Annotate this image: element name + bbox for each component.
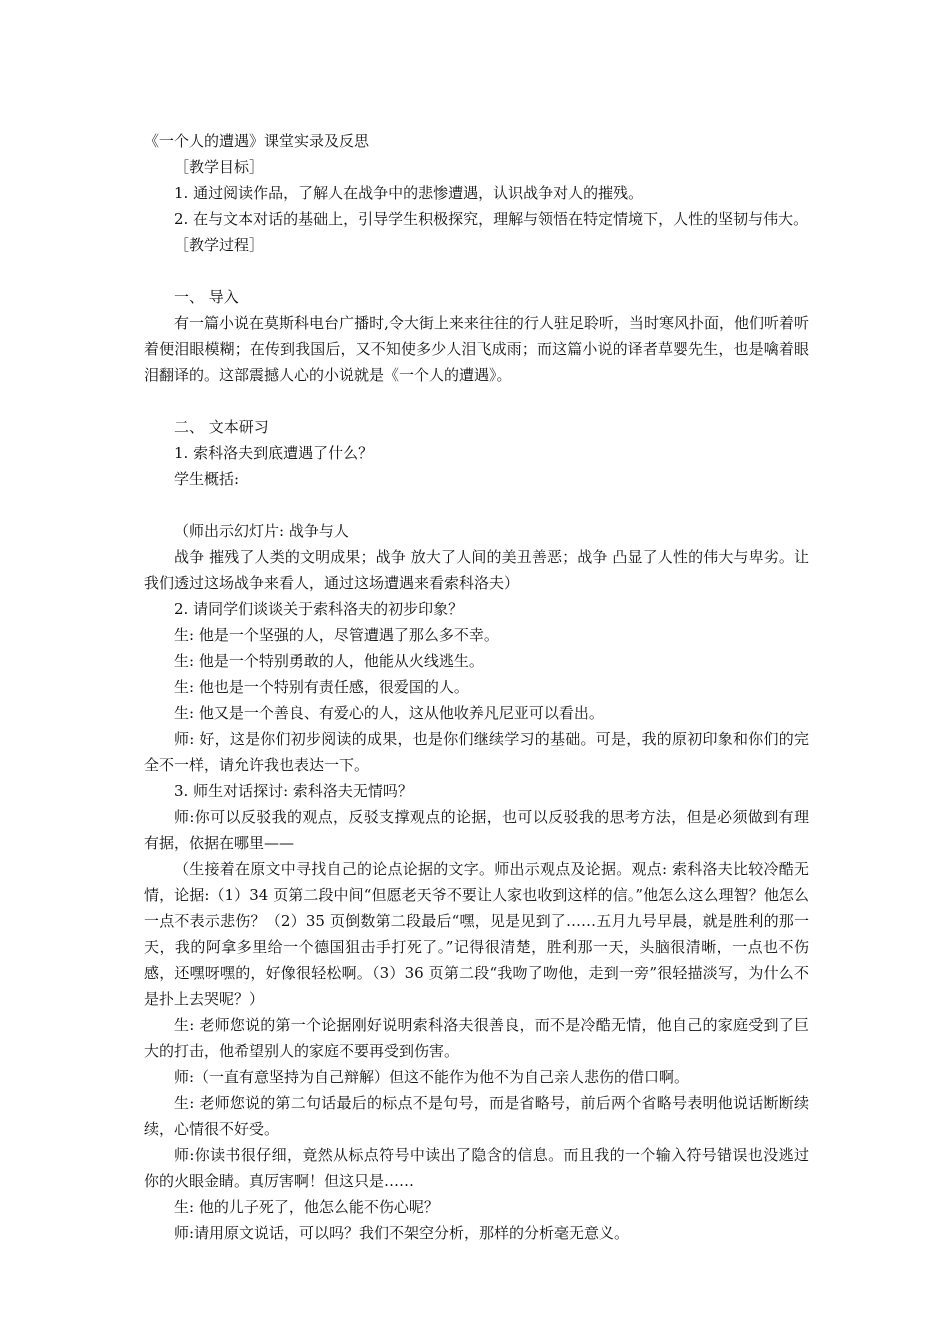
teacher-line: 师:你可以反驳我的观点，反驳支撑观点的论据，也可以反驳我的思考方法，但是必须做到有理有据，依据在哪里——	[144, 808, 809, 852]
document-title: 《一个人的遭遇》课堂实录及反思	[144, 132, 370, 150]
student-line: 生: 他也是一个特别有责任感，很爱国的人。	[174, 678, 469, 696]
teacher-line: 师: 好，这是你们初步阅读的成果，也是你们继续学习的基础。可是，我的原初印象和你们的完全不一样，请允许我也表达一下。	[144, 730, 809, 774]
students-summary-label: 学生概括:	[174, 470, 240, 488]
student-line: 生: 他的儿子死了，他怎么能不伤心呢？	[174, 1198, 439, 1216]
student-line: 生: 他是一个特别勇敢的人，他能从火线逃生。	[174, 652, 484, 670]
spacer	[144, 388, 809, 414]
teacher-line: 师:（一直有意坚持为自己辩解）但这不能作为他不为自己亲人悲伤的借口啊。	[174, 1068, 690, 1086]
goal-item-1: 1. 通过阅读作品，了解人在战争中的悲惨遭遇，认识战争对人的摧残。	[174, 184, 644, 202]
section-heading-process: ［教学过程］	[174, 236, 265, 254]
section-heading-goals: ［教学目标］	[174, 158, 265, 176]
slide-text: 战争 摧残了人类的文明成果；战争 放大了人间的美丑善恶；战争 凸显了人性的伟大与卑劣。让我们透过这场战争来看人，通过这场遭遇来看索科洛夫）	[144, 548, 809, 592]
goal-item-2: 2. 在与文本对话的基础上，引导学生积极探究，理解与领悟在特定情境下，人性的坚韧与伟大。	[174, 210, 809, 228]
student-line: 生: 老师您说的第一个论据刚好说明索科洛夫很善良，而不是冷酷无情，他自己的家庭受到了巨大的打击，他希望别人的家庭不要再受到伤害。	[144, 1016, 809, 1060]
question-1: 1. 索科洛夫到底遭遇了什么？	[174, 444, 374, 462]
part-heading-study: 二、 文本研习	[174, 418, 269, 436]
part-heading-intro: 一、 导入	[174, 288, 239, 306]
teacher-line: 师:你读书很仔细，竟然从标点符号中读出了隐含的信息。而且我的一个输入符号错误也没逃过你的火眼金睛。真厉害啊！但这只是……	[144, 1146, 809, 1190]
classroom-note: （生接着在原文中寻找自己的论点论据的文字。师出示观点及论据。观点: 索科洛夫比较冷酷无情，论据:（1）34 页第二段中间“但愿老天爷不要让人家也收到这样的信。”他怎么这么理智？他怎么一点不表示悲伤？（2）35 页倒数第二段最后“嘿，见是见到了……五月九号早晨，就是胜利的那一天，我的阿拿多里给一个德国狙击手打死了。”记得很清楚，胜利那一天，头脑很清晰，一点也不伤感，还嘿呀嘿的，好像很轻松啊。（3）36 页第二段“我吻了吻他，走到一旁”很轻描淡写，为什么不是扑上去哭呢？）	[144, 860, 809, 1008]
student-line: 生: 他是一个坚强的人，尽管遭遇了那么多不幸。	[174, 626, 499, 644]
question-2: 2. 请同学们谈谈关于索科洛夫的初步印象？	[174, 600, 464, 618]
question-3: 3. 师生对话探讨: 索科洛夫无情吗？	[174, 782, 413, 800]
spacer	[144, 492, 809, 518]
slide-title: （师出示幻灯片: 战争与人	[174, 522, 349, 540]
intro-paragraph: 有一篇小说在莫斯科电台广播时,令大街上来来往往的行人驻足聆听，当时寒风扑面，他们听着听着便泪眼模糊；在传到我国后，又不知使多少人泪飞成雨；而这篇小说的译者草婴先生，也是噙着眼泪翻译的。这部震撼人心的小说就是《一个人的遭遇》。	[144, 314, 809, 384]
student-line: 生: 他又是一个善良、有爱心的人，这从他收养凡尼亚可以看出。	[174, 704, 604, 722]
student-line: 生: 老师您说的第二句话最后的标点不是句号，而是省略号，前后两个省略号表明他说话断断续续，心情很不好受。	[144, 1094, 809, 1138]
spacer	[144, 258, 809, 284]
teacher-line: 师:请用原文说话，可以吗？我们不架空分析，那样的分析毫无意义。	[174, 1224, 630, 1242]
document-page	[144, 128, 809, 1246]
